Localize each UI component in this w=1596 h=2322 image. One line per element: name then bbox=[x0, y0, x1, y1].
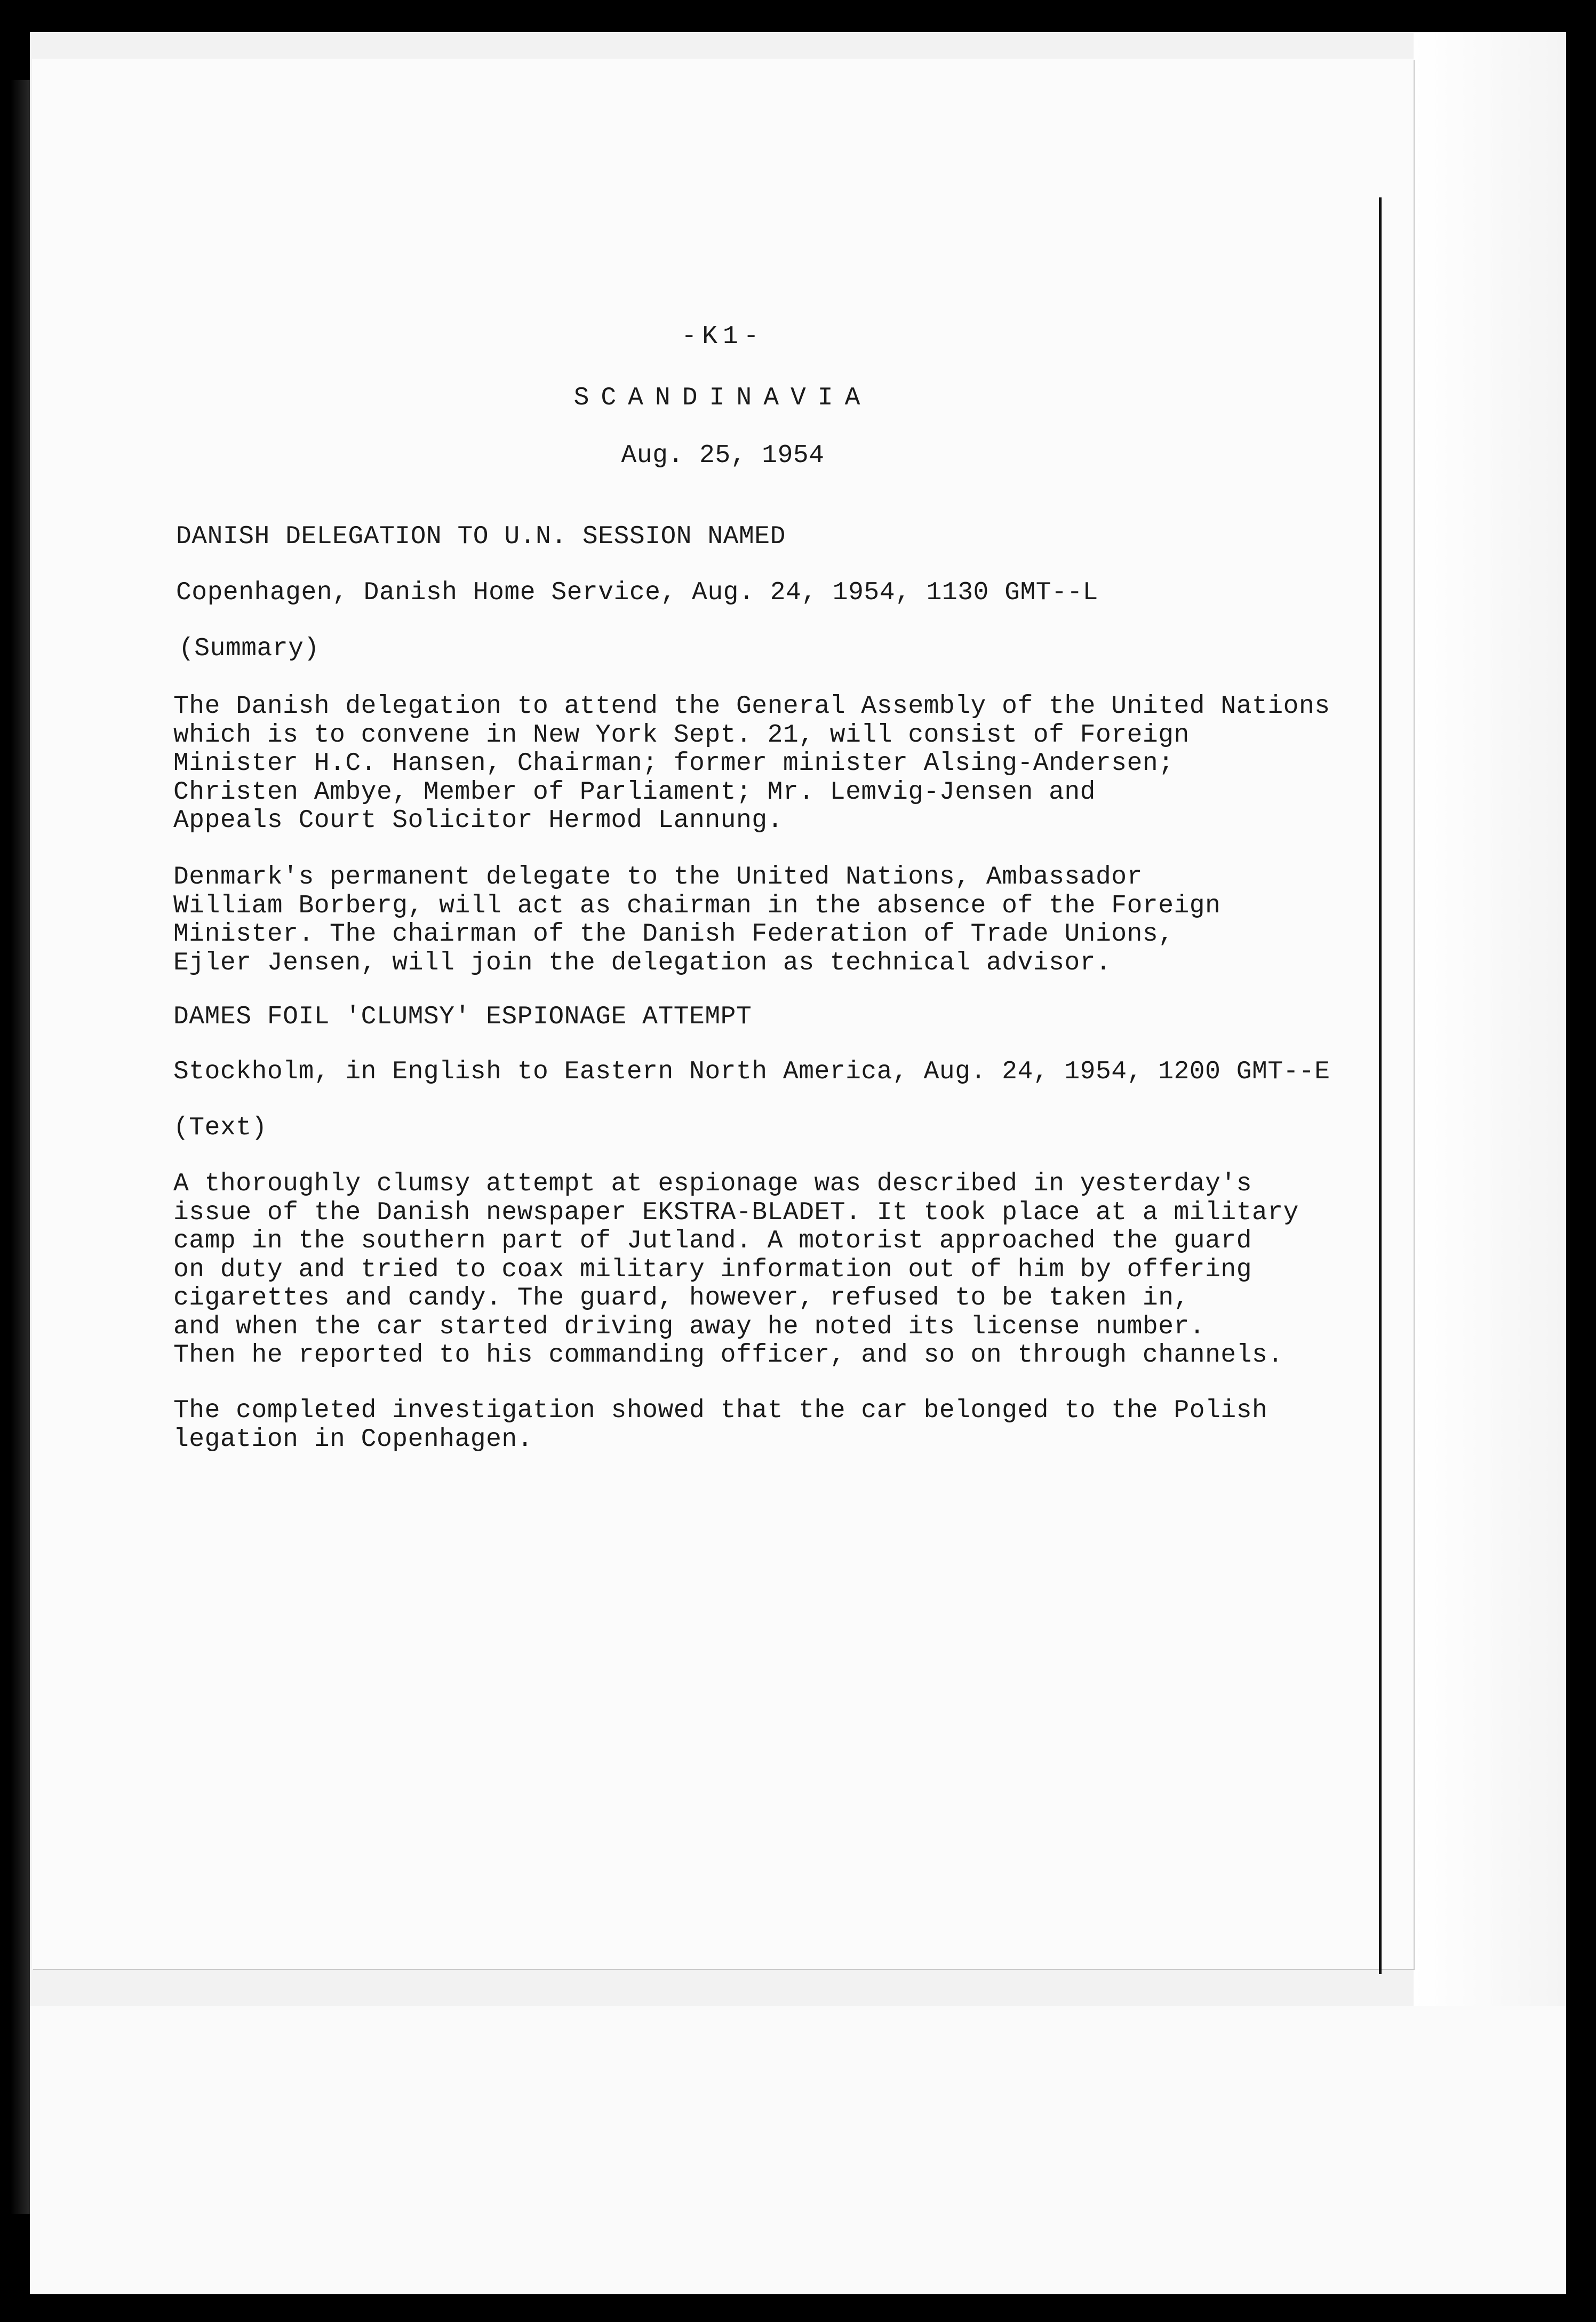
article-paragraph: The completed investigation showed that the car belonged to the Polish legation in Copenhagen. bbox=[173, 1396, 1268, 1454]
backing-sheet-bottom bbox=[30, 2006, 1566, 2294]
article-dateline: Stockholm, in English to Eastern North America, Aug. 24, 1954, 1200 GMT--E bbox=[173, 1057, 1330, 1086]
article-paragraph: The Danish delegation to attend the General Assembly of the United Nations which is to convene in New York Sept. 21, will consist of Foreign Minister H.C. Hansen, Chairman; former minister Alsing-Andersen; Christen Ambye, Member of Parliament; Mr. Lemvig-Jensen and Appeals Court Solicitor Hermod Lannung. bbox=[173, 692, 1330, 835]
region-title: SCANDINAVIA bbox=[573, 384, 872, 412]
article-paragraph: Denmark's permanent delegate to the United Nations, Ambassador William Borberg, will act as chairman in the absence of the Foreign Minister. The chairman of the Danish Federation of Trade Unions, Ejler Jensen, will join the delegation as technical advisor. bbox=[173, 863, 1221, 977]
article-dateline: Copenhagen, Danish Home Service, Aug. 24, 1954, 1130 GMT--L bbox=[176, 578, 1098, 607]
issue-date: Aug. 25, 1954 bbox=[621, 441, 825, 470]
page-number: -K1- bbox=[681, 322, 764, 351]
article-headline: DAMES FOIL 'CLUMSY' ESPIONAGE ATTEMPT bbox=[173, 1003, 752, 1031]
scan-border bbox=[11, 80, 30, 2214]
article-headline: DANISH DELEGATION TO U.N. SESSION NAMED bbox=[176, 522, 786, 551]
article-tag: (Summary) bbox=[179, 634, 320, 663]
backing-sheet-margin bbox=[1414, 32, 1566, 2294]
article-paragraph: A thoroughly clumsy attempt at espionage was described in yesterday's issue of the Danish newspaper EKSTRA-BLADET. It took place at a military camp in the southern part of Jutland. A motorist approached the guard on duty and tried to coax military information out of him by offering cigarettes and candy. The guard, however, refused to be taken in, and when the car started driving away he noted its license number. Then he reported to his commanding officer, and so on through channels. bbox=[173, 1170, 1299, 1370]
article-tag: (Text) bbox=[173, 1114, 267, 1142]
document-page bbox=[32, 59, 1414, 1969]
